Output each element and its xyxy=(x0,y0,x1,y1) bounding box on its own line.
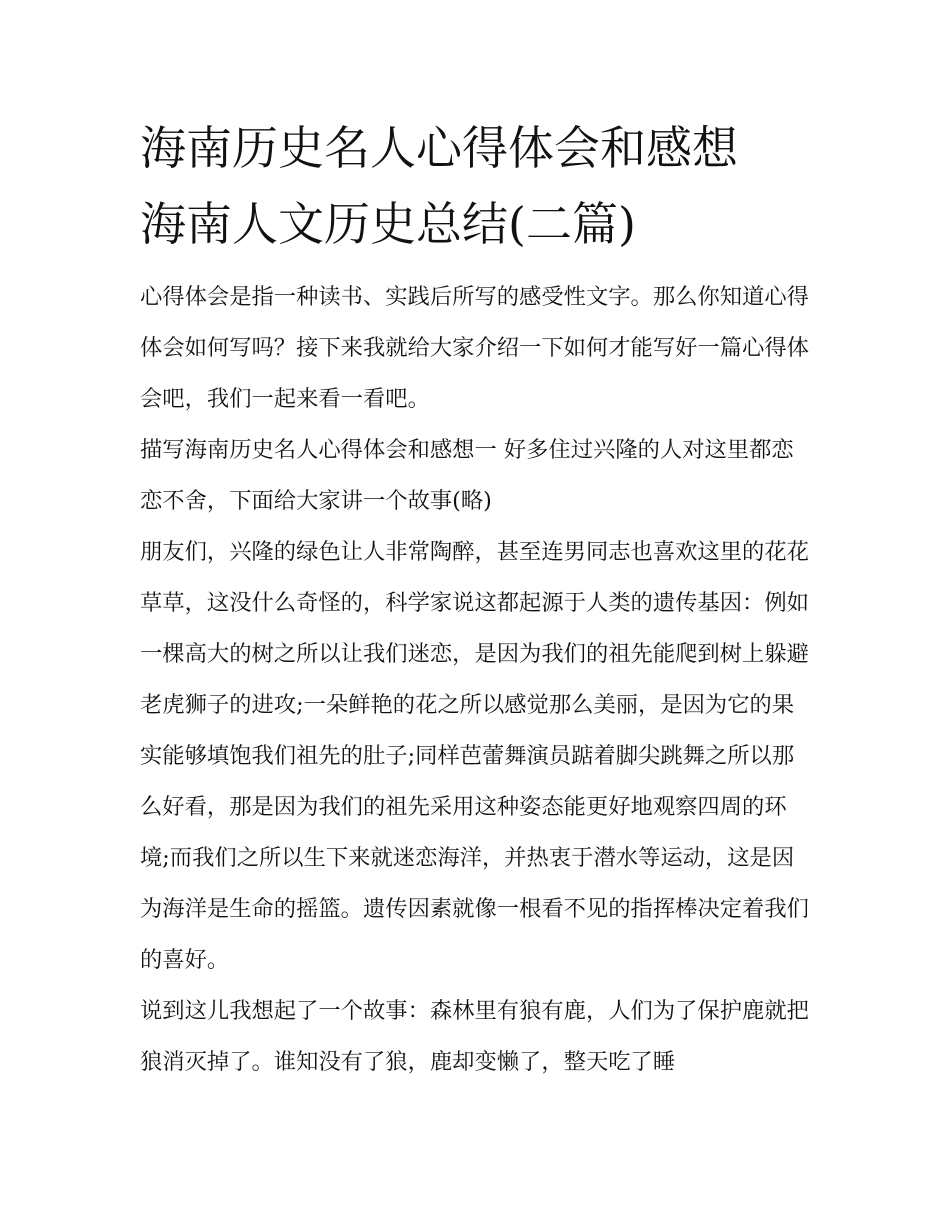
paragraph-story: 说到这儿我想起了一个故事：森林里有狼有鹿，人们为了保护鹿就把狼消灭掉了。谁知没有了狼，鹿却变懒了，整天吃了睡 xyxy=(140,998,809,1075)
paragraph-green: 朋友们，兴隆的绿色让人非常陶醉，甚至连男同志也喜欢这里的花花草草，这没什么奇怪的，科学家说这都起源于人类的遗传基因：例如一棵高大的树之所以让我们迷恋，是因为我们的祖先能爬到树上躲避老虎狮子的进攻;一朵鲜艳的花之所以感觉那么美丽，是因为它的果实能够填饱我们祖先的肚子;同样芭蕾舞演员踮着脚尖跳舞之所以那么好看，那是因为我们的祖先采用这种姿态能更好地观察四周的环境;而我们之所以生下来就迷恋海洋，并热衷于潜水等运动，这是因为海洋是生命的摇篮。遗传因素就像一根看不见的指挥棒决定着我们的喜好。 xyxy=(140,539,809,973)
paragraph-intro: 心得体会是指一种读书、实践后所写的感受性文字。那么你知道心得体会如何写吗？接下来我就给大家介绍一下如何才能写好一篇心得体会吧，我们一起来看一看吧。 xyxy=(140,284,809,412)
document-page xyxy=(140,110,812,1088)
document-title xyxy=(140,110,812,262)
title-line-2: 海南人文历史总结(二篇) xyxy=(140,197,636,251)
paragraph-heading-story: 描写海南历史名人心得体会和感想一 好多住过兴隆的人对这里都恋恋不舍，下面给大家讲一个故事(略) xyxy=(140,437,794,514)
title-line-1: 海南历史名人心得体会和感想 xyxy=(140,121,738,175)
document-body xyxy=(140,272,812,1088)
